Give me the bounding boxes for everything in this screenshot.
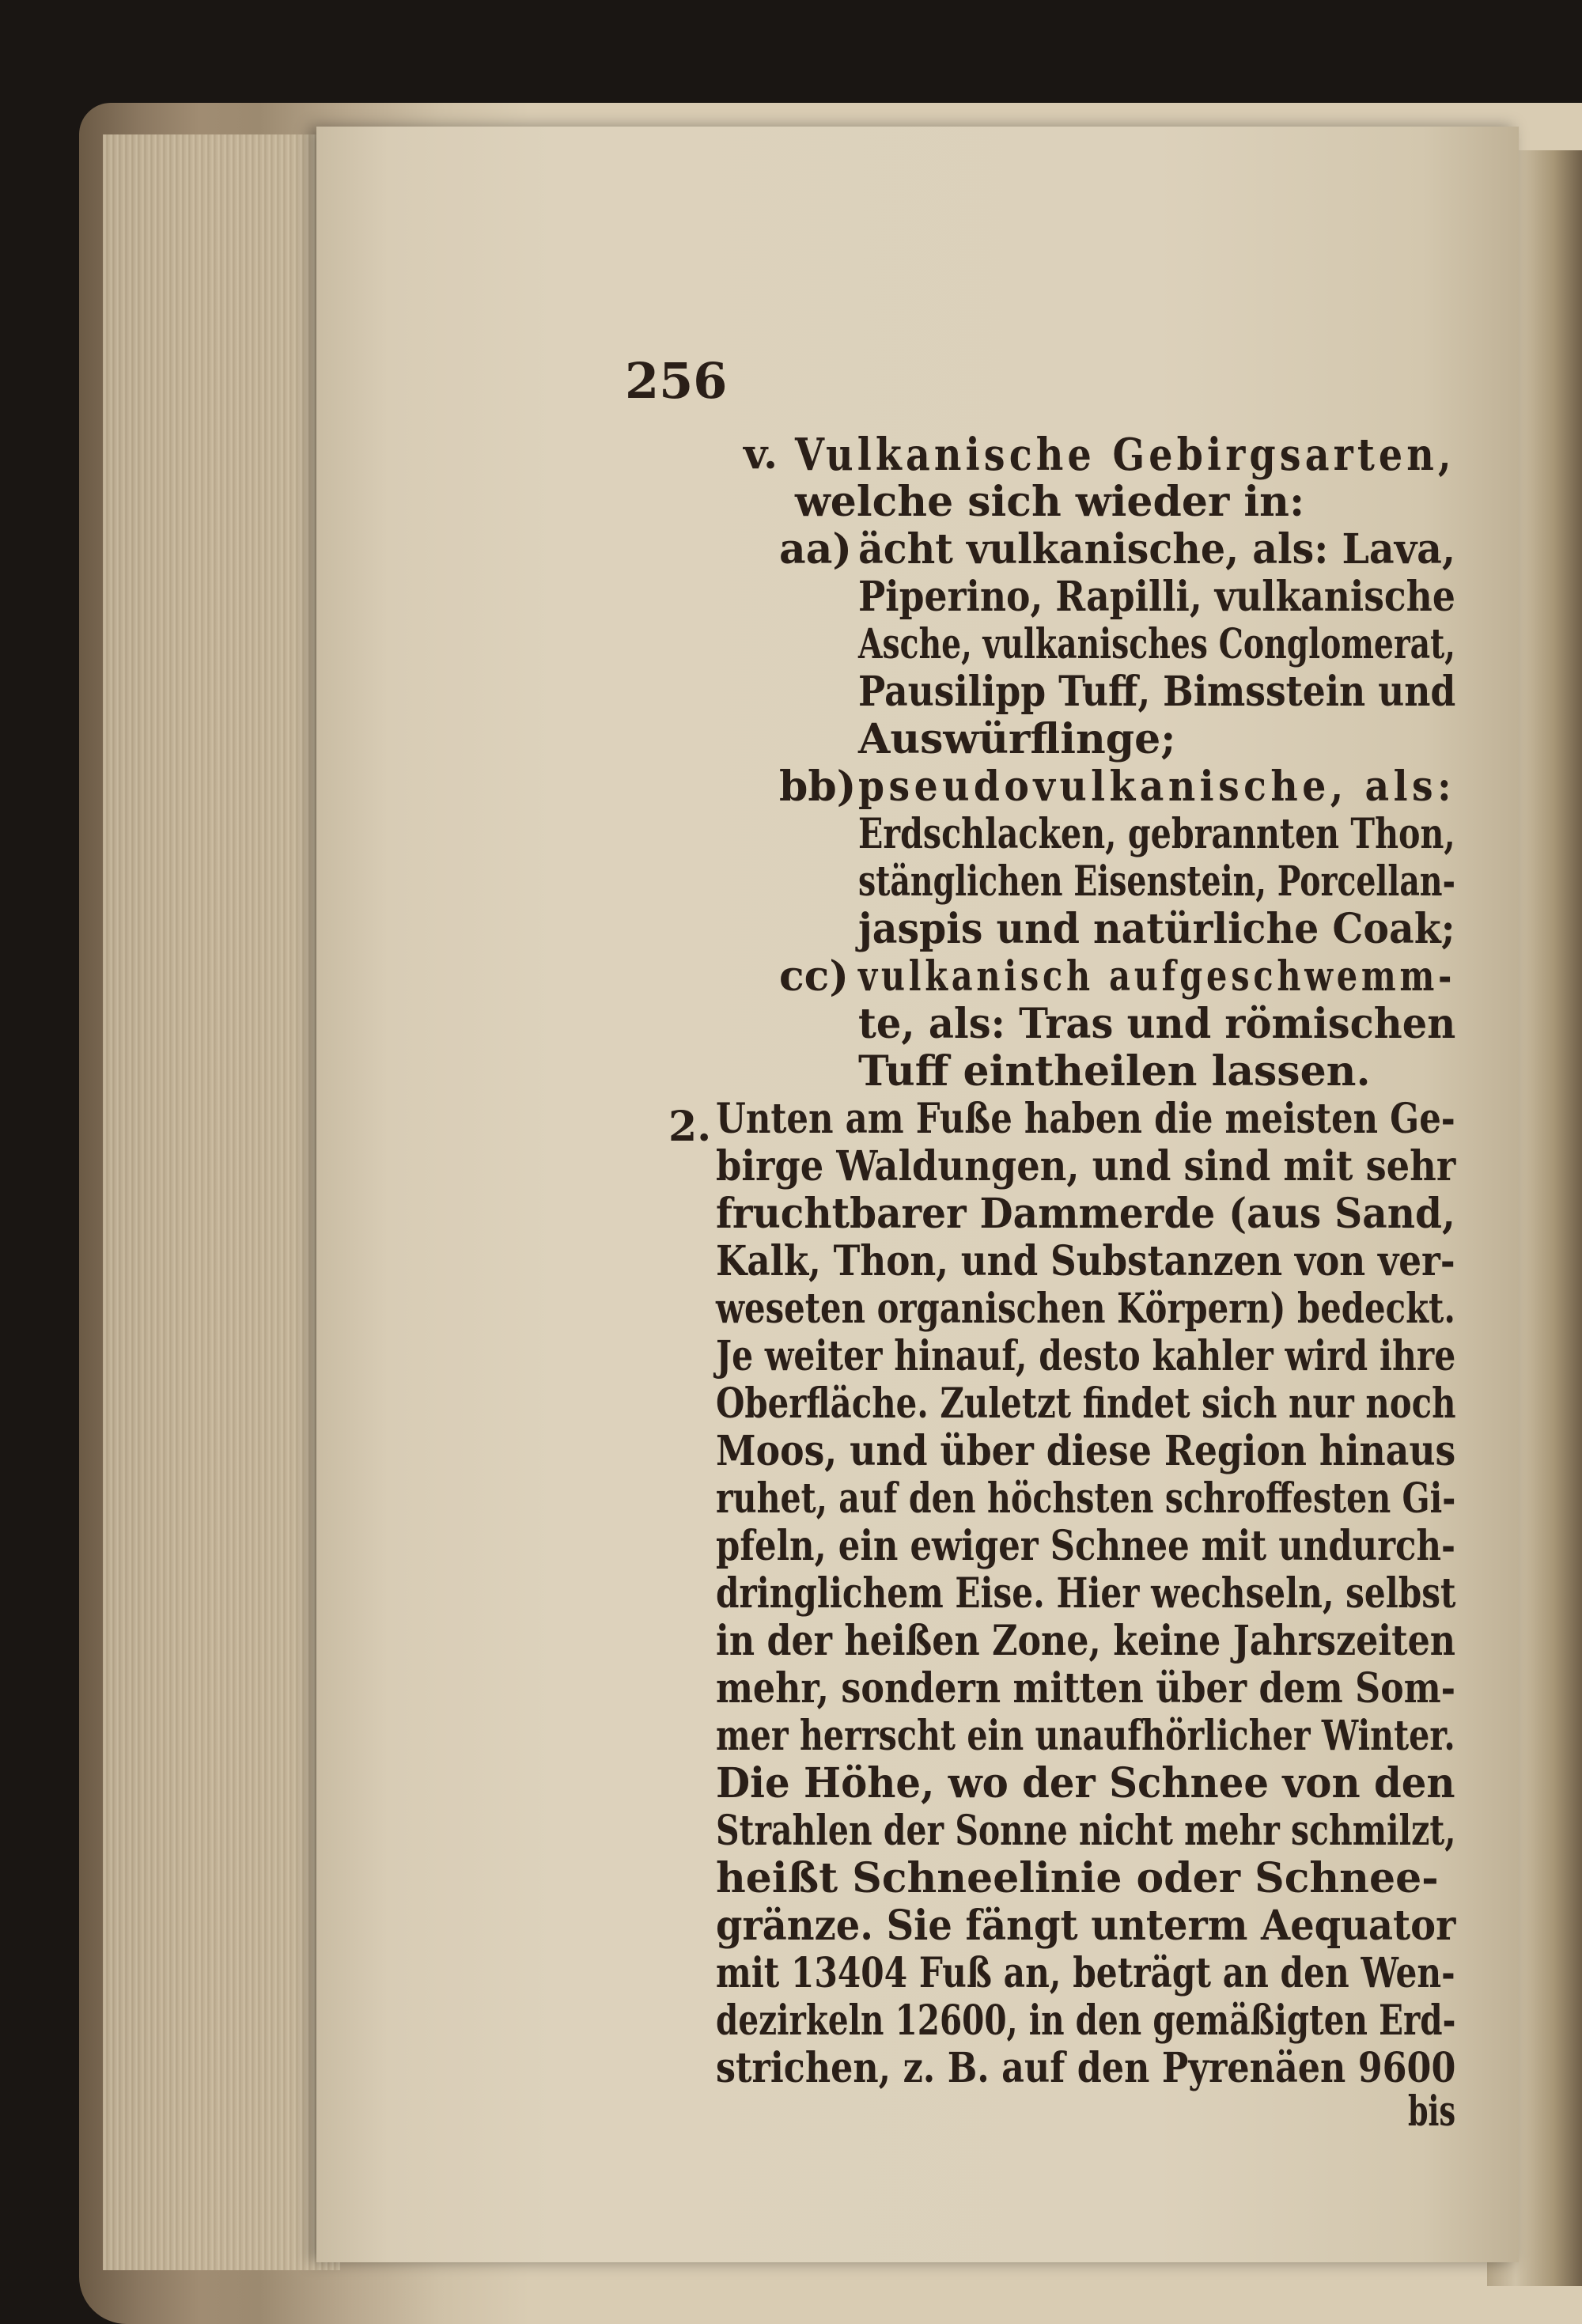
paragraph-line: Oberfläche. Zuletzt findet sich nur noch [716,1380,1456,1428]
item-marker-v: v. [744,430,778,479]
sub-bb-line: Erdschlacken, gebrannten Thon, [858,810,1455,858]
page-edges [103,134,340,2270]
paragraph-line: heißt Schneelinie oder Schnee- [716,1854,1439,1902]
item-marker-2: 2. [668,1103,712,1151]
paragraph-line: weseten organischen Körpern) bedeckt. [716,1285,1455,1333]
paragraph-line: dringlichem Eise. Hier wechseln, selbst [716,1569,1456,1618]
paragraph-line: Moos, und über diese Region hinaus [716,1427,1456,1475]
paragraph-line: pfeln, ein ewiger Schnee mit undurch- [716,1522,1456,1570]
sub-bb-line: jaspis und natürliche Coak; [858,905,1455,953]
sub-cc-line: Tuff eintheilen lassen. [858,1047,1371,1096]
sub-label-cc: cc) [779,952,849,1001]
sub-aa-line: Piperino, Rapilli, vulkanische [858,573,1455,621]
paragraph-line: fruchtbarer Dammerde (aus Sand, [716,1190,1455,1238]
paragraph-line: mehr, sondern mitten über dem Som- [716,1664,1456,1713]
paragraph-line: Je weiter hinauf, desto kahler wird ihre [716,1332,1456,1380]
paragraph-line: gränze. Sie fängt unterm Aequator [716,1902,1456,1950]
paragraph-line: Strahlen der Sonne nicht mehr schmilzt, [716,1807,1456,1855]
sub-aa-line: ächt vulkanische, als: Lava, [858,525,1456,573]
sub-label-bb: bb) [779,763,857,811]
sub-aa-line: Pausilipp Tuff, Bimsstein und [858,668,1456,716]
paragraph-line: Unten am Fuße haben die meisten Ge- [716,1095,1455,1143]
sub-label-aa: aa) [779,525,852,573]
catchword: bis [1408,2087,1456,2136]
paragraph-line: mer herrscht ein unaufhörlicher Winter. [716,1712,1455,1760]
sub-cc-line: te, als: Tras und römischen [858,1000,1456,1048]
paragraph-line: birge Waldungen, und sind mit sehr [716,1142,1456,1190]
sub-bb-line: pseudovulkanische, als: [858,763,1456,811]
sub-aa-line: Asche, vulkanisches Conglomerat, [858,620,1455,668]
paragraph-line: ruhet, auf den höchsten schroffesten Gi- [716,1474,1456,1523]
paragraph-line: Kalk, Thon, und Substanzen von ver- [716,1237,1455,1285]
sub-aa-line: Auswürflinge; [858,715,1176,763]
sub-cc-line: vulkanisch aufgeschwemm- [858,952,1456,1001]
paragraph-line: dezirkeln 12600, in den gemäßigten Erd- [716,1997,1456,2045]
section-heading: Vulkanische Gebirgsarten, [795,429,1455,481]
page-number: 256 [625,352,728,410]
section-intro: welche sich wieder in: [795,478,1305,526]
paragraph-line: Die Höhe, wo der Schnee von den [716,1759,1455,1807]
sub-bb-line: stänglichen Eisenstein, Porcellan- [858,857,1455,906]
paragraph-line: in der heißen Zone, keine Jahrszeiten [716,1617,1456,1665]
paragraph-line: strichen, z. B. auf den Pyrenäen 9600 [716,2044,1456,2092]
paragraph-line: mit 13404 Fuß an, beträgt an den Wen- [716,1949,1455,1997]
